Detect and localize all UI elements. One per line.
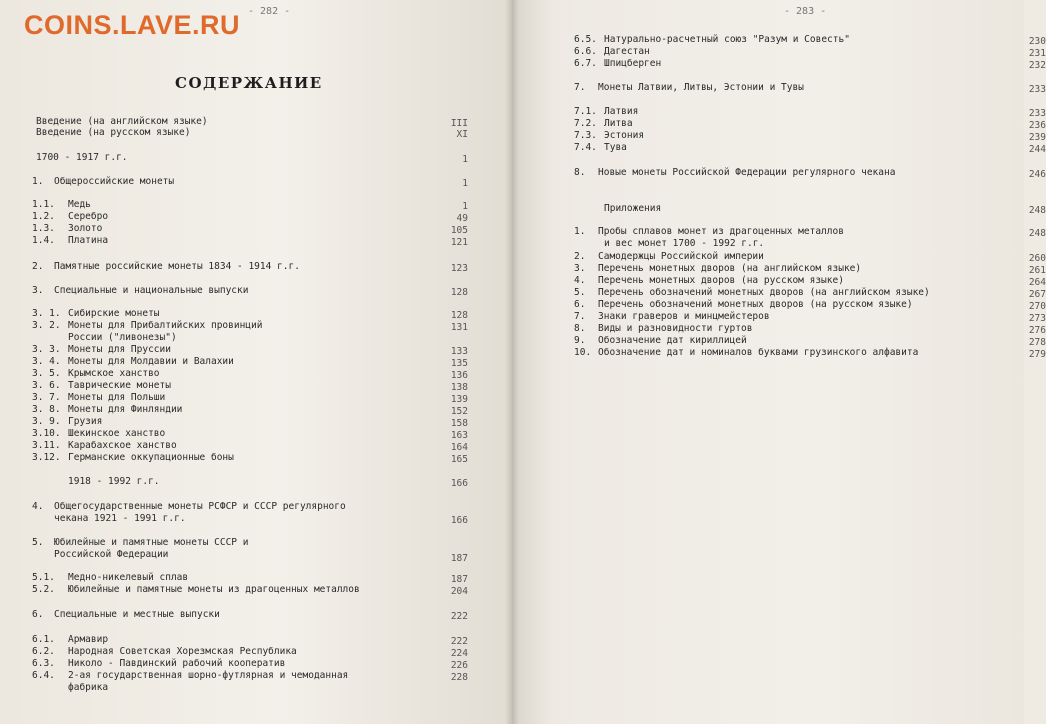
toc-page-number: 131 (450, 322, 468, 333)
toc-entry-number: 5. (32, 537, 44, 548)
toc-entry-title: Монеты для Пруссии (68, 344, 171, 355)
toc-page-number: 224 (450, 648, 468, 659)
toc-entry-title: Специальные и национальные выпуски (54, 285, 249, 296)
toc-page-number: 163 (450, 430, 468, 441)
toc-entry-number: 3. (574, 263, 586, 274)
toc-entry-title: Перечень обозначений монетных дворов (на русском языке) (598, 299, 913, 310)
toc-page-number: 49 (456, 213, 468, 224)
toc-entry-number: 1.4. (32, 235, 55, 246)
toc-entry-number: 3.12. (32, 452, 61, 463)
toc-entry-title: Обозначение дат кириллицей (598, 335, 747, 346)
toc-page-number: 136 (450, 370, 468, 381)
toc-page-number: 248 (1028, 205, 1046, 216)
left-page-number: - 282 - (248, 6, 291, 17)
toc-entry-number: 7.1. (574, 106, 597, 117)
toc-entry-number: 1.3. (32, 223, 55, 234)
toc-page-number: 233 (1028, 84, 1046, 95)
toc-entry-title: Введение (на русском языке) (36, 127, 191, 138)
toc-page-number: 230 (1028, 36, 1046, 47)
toc-entry-number: 3. 7. (32, 392, 61, 403)
toc-entry-title: Латвия (604, 106, 639, 117)
toc-entry-number: 3. 2. (32, 320, 61, 331)
toc-page-number: 273 (1028, 313, 1046, 324)
toc-entry-number: 5.2. (32, 584, 55, 595)
toc-entry-number: 6. (574, 299, 586, 310)
toc-entry-title: 1700 - 1917 г.г. (36, 152, 128, 163)
toc-entry-number: 6.5. (574, 34, 597, 45)
toc-page-number: 1 (462, 178, 468, 189)
toc-entry-number: 5.1. (32, 572, 55, 583)
right-page (512, 0, 1046, 724)
toc-entry-title: Юбилейные и памятные монеты из драгоценных металлов (68, 584, 360, 595)
toc-page-number: 267 (1028, 289, 1046, 300)
toc-page-number: 164 (450, 442, 468, 453)
toc-entry-number: 3. 9. (32, 416, 61, 427)
toc-page-number: 165 (450, 454, 468, 465)
toc-entry-number: 1. (574, 226, 586, 237)
toc-entry-number: 3. 5. (32, 368, 61, 379)
toc-entry-title: Армавир (68, 634, 109, 645)
toc-entry-number: 6. (32, 609, 44, 620)
toc-page-number: 239 (1028, 132, 1046, 143)
toc-entry-title: Таврические монеты (68, 380, 171, 391)
toc-entry-number: 10. (574, 347, 592, 358)
toc-page-number: 158 (450, 418, 468, 429)
site-watermark: COINS.LAVE.RU (24, 10, 241, 40)
toc-page-number: 222 (450, 611, 468, 622)
toc-entry-title: фабрика (68, 682, 109, 693)
toc-entry-number: 8. (574, 167, 586, 178)
toc-entry-title: Памятные российские монеты 1834 - 1914 г.г. (54, 261, 300, 272)
toc-entry-title: Карабахское ханство (68, 440, 177, 451)
toc-entry-number: 7.4. (574, 142, 597, 153)
toc-entry-title: Монеты для Польши (68, 392, 166, 403)
toc-entry-title: Медь (68, 199, 91, 210)
toc-entry-number: 2. (574, 251, 586, 262)
toc-entry-title: Обозначение дат и номиналов буквами грузинского алфавита (598, 347, 919, 358)
toc-entry-title: Общероссийские монеты (54, 176, 175, 187)
toc-entry-number: 8. (574, 323, 586, 334)
toc-entry-title: Серебро (68, 211, 109, 222)
toc-entry-title: Приложения (604, 203, 662, 214)
toc-page-number: 233 (1028, 108, 1046, 119)
toc-entry-title: Эстония (604, 130, 645, 141)
toc-entry-title: Сибирские монеты (68, 308, 160, 319)
toc-page-number: 222 (450, 636, 468, 647)
toc-page-number: 187 (450, 574, 468, 585)
toc-entry-title: Российской Федерации (54, 549, 169, 560)
toc-entry-number: 3. 1. (32, 308, 61, 319)
toc-page-number: 270 (1028, 301, 1046, 312)
toc-page-number: 264 (1028, 277, 1046, 288)
left-page (0, 0, 512, 724)
toc-entry-number: 7.2. (574, 118, 597, 129)
toc-page-number: 261 (1028, 265, 1046, 276)
toc-entry-title: Германские оккупационные боны (68, 452, 234, 463)
toc-page-number: 121 (450, 237, 468, 248)
toc-page-number: 276 (1028, 325, 1046, 336)
toc-page-number: 204 (450, 586, 468, 597)
toc-page-number: 1 (462, 154, 468, 165)
toc-page-number: 128 (450, 310, 468, 321)
toc-page-number: 135 (450, 358, 468, 369)
toc-page-number: 260 (1028, 253, 1046, 264)
toc-entry-number: 3. 8. (32, 404, 61, 415)
toc-entry-number: 3.11. (32, 440, 61, 451)
toc-page-number: 244 (1028, 144, 1046, 155)
toc-entry-title: и вес монет 1700 - 1992 г.г. (604, 238, 765, 249)
toc-entry-number: 2. (32, 261, 44, 272)
toc-entry-number: 5. (574, 287, 586, 298)
toc-page-number: 246 (1028, 169, 1046, 180)
toc-entry-title: Специальные и местные выпуски (54, 609, 220, 620)
toc-entry-title: 1918 - 1992 г.г. (68, 476, 160, 487)
toc-entry-title: Монеты для Финляндии (68, 404, 183, 415)
toc-entry-title: Перечень монетных дворов (на английском языке) (598, 263, 862, 274)
toc-page-number: 236 (1028, 120, 1046, 131)
toc-entry-number: 4. (574, 275, 586, 286)
toc-entry-title: Шекинское ханство (68, 428, 166, 439)
toc-entry-number: 3. 6. (32, 380, 61, 391)
toc-page-number: 139 (450, 394, 468, 405)
toc-entry-number: 7. (574, 82, 586, 93)
toc-page-number: 166 (450, 515, 468, 526)
toc-entry-title: 2-ая государственная шорно-футлярная и чемоданная (68, 670, 349, 681)
toc-entry-title: Грузия (68, 416, 103, 427)
toc-entry-title: Новые монеты Российской Федерации регулярного чекана (598, 167, 896, 178)
toc-page-number: 232 (1028, 60, 1046, 71)
toc-entry-title: Перечень обозначений монетных дворов (на английском языке) (598, 287, 930, 298)
toc-entry-number: 6.4. (32, 670, 55, 681)
toc-page-number: 123 (450, 263, 468, 274)
toc-page-number: 278 (1028, 337, 1046, 348)
toc-page-number: 226 (450, 660, 468, 671)
toc-entry-title: Тува (604, 142, 627, 153)
toc-entry-title: Николо - Павдинский рабочий кооператив (68, 658, 286, 669)
toc-page-number: XI (456, 129, 468, 140)
toc-entry-number: 6.7. (574, 58, 597, 69)
toc-entry-number: 6.1. (32, 634, 55, 645)
toc-entry-title: Знаки граверов и минцмейстеров (598, 311, 770, 322)
toc-entry-title: Введение (на английском языке) (36, 116, 208, 127)
toc-entry-number: 9. (574, 335, 586, 346)
toc-page-number: 231 (1028, 48, 1046, 59)
toc-entry-title: Платина (68, 235, 109, 246)
toc-entry-number: 6.2. (32, 646, 55, 657)
toc-entry-title: России ("ливонезы") (68, 332, 177, 343)
toc-entry-title: Юбилейные и памятные монеты СССР и (54, 537, 249, 548)
toc-page-number: 1 (462, 201, 468, 212)
toc-entry-title: Пробы сплавов монет из драгоценных металлов (598, 226, 844, 237)
toc-entry-title: Дагестан (604, 46, 650, 57)
toc-page-number: 279 (1028, 349, 1046, 360)
toc-entry-number: 7.3. (574, 130, 597, 141)
toc-entry-number: 6.6. (574, 46, 597, 57)
toc-page-number: 228 (450, 672, 468, 683)
toc-entry-title: Золото (68, 223, 103, 234)
toc-page-number: 248 (1028, 228, 1046, 239)
toc-page-number: 166 (450, 478, 468, 489)
book-gutter (505, 0, 519, 724)
toc-entry-title: Крымское ханство (68, 368, 160, 379)
toc-entry-title: Монеты для Молдавии и Валахии (68, 356, 234, 367)
toc-entry-number: 3. 4. (32, 356, 61, 367)
toc-entry-number: 3. 3. (32, 344, 61, 355)
toc-entry-title: Виды и разновидности гуртов (598, 323, 753, 334)
toc-entry-title: Монеты Латвии, Литвы, Эстонии и Тувы (598, 82, 804, 93)
toc-entry-title: Народная Советская Хорезмская Республика (68, 646, 297, 657)
right-page-number: - 283 - (784, 6, 827, 17)
toc-entry-title: Литва (604, 118, 633, 129)
toc-entry-title: Перечень монетных дворов (на русском языке) (598, 275, 844, 286)
toc-entry-number: 3. (32, 285, 44, 296)
toc-page-number: 128 (450, 287, 468, 298)
toc-page-number: 133 (450, 346, 468, 357)
toc-entry-title: Самодержцы Российской империи (598, 251, 764, 262)
toc-entry-number: 3.10. (32, 428, 61, 439)
toc-entry-title: чекана 1921 - 1991 г.г. (54, 513, 186, 524)
toc-page-number: III (450, 118, 468, 129)
toc-entry-number: 1. (32, 176, 44, 187)
toc-entry-number: 7. (574, 311, 586, 322)
toc-page-number: 138 (450, 382, 468, 393)
toc-page-number: 187 (450, 553, 468, 564)
toc-entry-title: Натурально-расчетный союз "Разум и Совесть" (604, 34, 850, 45)
toc-entry-title: Медно-никелевый сплав (68, 572, 189, 583)
toc-entry-number: 1.1. (32, 199, 55, 210)
toc-page-number: 105 (450, 225, 468, 236)
toc-entry-number: 6.3. (32, 658, 55, 669)
toc-entry-title: Общегосударственные монеты РСФСР и СССР регулярного (54, 501, 346, 512)
toc-entry-number: 4. (32, 501, 44, 512)
toc-page-number: 152 (450, 406, 468, 417)
contents-heading: СОДЕРЖАНИЕ (175, 74, 323, 92)
toc-entry-title: Монеты для Прибалтийских провинций (68, 320, 263, 331)
toc-entry-number: 1.2. (32, 211, 55, 222)
toc-entry-title: Шпицберген (604, 58, 662, 69)
